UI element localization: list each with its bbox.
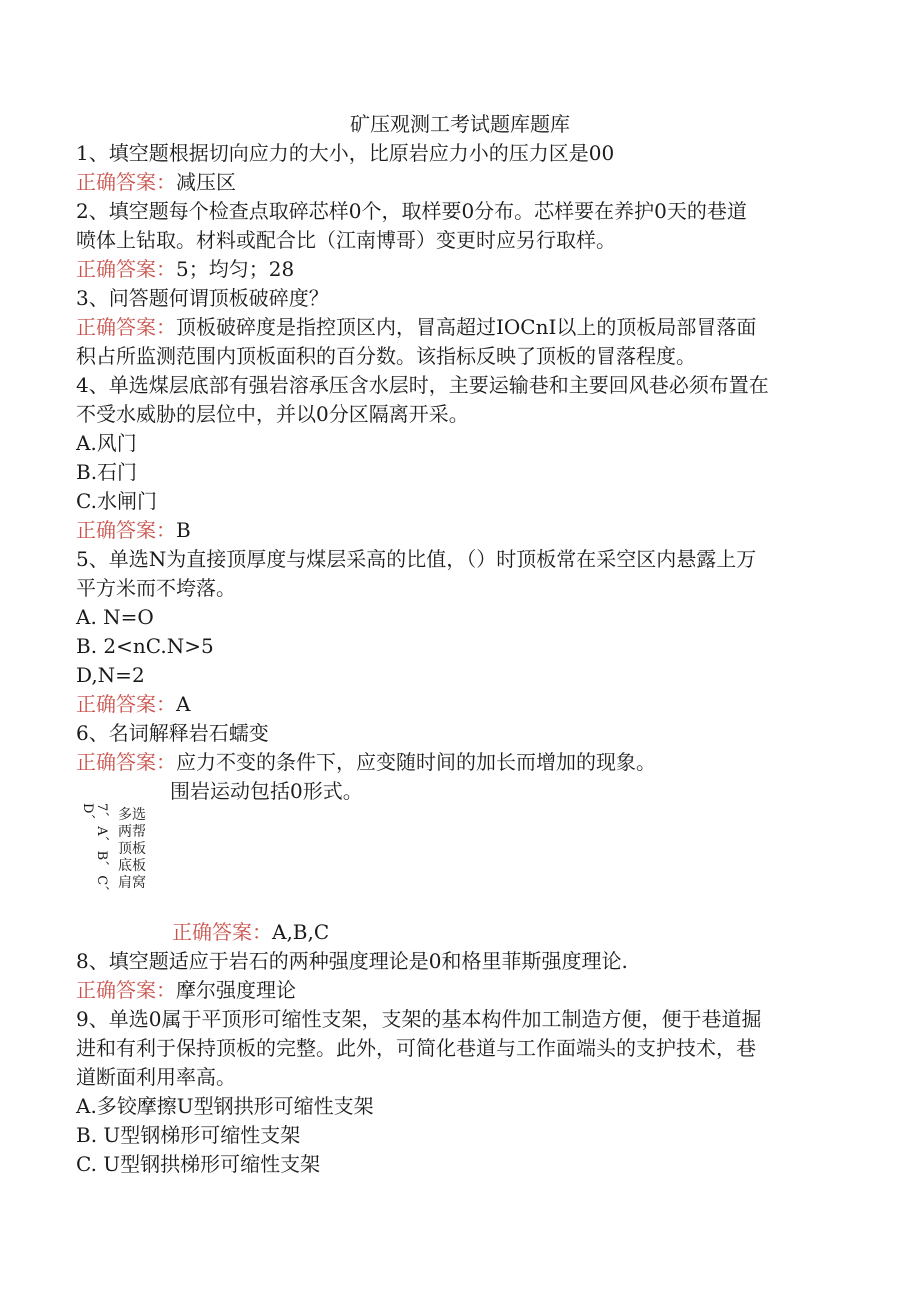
question-7-option-a: 两帮 [118,824,146,840]
answer-2 [76,255,294,283]
question-8: 8、填空题适应于岩石的两种强度理论是0和格里菲斯强度理论. [76,949,628,973]
answer-8 [76,976,296,1004]
question-9-line-2: 进和有利于保持顶板的完整。此外，可简化巷道与工作面端头的支护技术，巷 [76,1036,756,1060]
question-4-line-2: 不受水威胁的层位中，并以0分区隔离开采。 [76,402,469,426]
answer-4 [76,516,191,544]
question-4-option-c: C.水闸门 [76,489,157,513]
answer-3-line-1 [76,313,756,341]
answer-5 [76,690,190,718]
question-7-option-b: 顶板 [118,841,146,857]
answer-3-text: 顶板破碎度是指控顶区内，冒高超过IOCnI以上的顶板局部冒落面 [176,315,757,339]
question-7-option-d: 肩窝 [118,875,146,891]
question-6: 6、名词解释岩石蠕变 [76,721,269,745]
answer-7-text: A,B,C [272,920,330,944]
answer-3-line-2: 积占所监测范围内顶板面积的百分数。该指标反映了顶板的冒落程度。 [76,344,696,368]
answer-5-text: A [176,692,191,716]
question-9-line-1: 9、单选0属于平顶形可缩性支架，支架的基本构件加工制造方便，便于巷道掘 [76,1007,762,1031]
question-3: 3、问答题何谓顶板破碎度？ [76,286,329,310]
question-2-line-2: 喷体上钻取。材料或配合比（江南博哥）变更时应另行取样。 [76,228,616,252]
question-2-line-1: 2、填空题每个检查点取碎芯样0个，取样要0分布。芯样要在养护0天的巷道 [76,199,747,223]
question-5-option-a: A. N=O [76,605,154,629]
question-4-option-a: A.风门 [76,431,137,455]
answer-label: 正确答案： [76,978,176,1002]
answer-4-text: B [176,518,191,542]
question-9-option-a: A.多铰摩擦U型钢拱形可缩性支架 [76,1094,374,1118]
answer-label: 正确答案： [76,170,176,194]
question-9-option-b: B. U型钢梯形可缩性支架 [76,1123,301,1147]
answer-label: 正确答案： [76,257,176,281]
question-5-line-2: 平方米而不垮落。 [76,576,236,600]
answer-2-text: 5；均匀；28 [176,257,295,281]
question-7-option-c: 底板 [118,858,146,874]
answer-7 [172,918,329,946]
question-5-option-d: D,N=2 [76,663,145,687]
answer-1-text: 减压区 [176,170,236,194]
question-7-block [76,795,196,915]
question-1: 1、填空题根据切向应力的大小，比原岩应力小的压力区是00 [76,141,615,165]
question-4-line-1: 4、单选煤层底部有强岩溶承压含水层时，主要运输巷和主要回风巷必须布置在 [76,373,769,397]
document-title: 矿压观测工考试题库题库 [350,112,570,136]
answer-label: 正确答案： [76,518,176,542]
answer-label: 正确答案： [76,315,176,339]
question-5-line-1: 5、单选N为直接顶厚度与煤层采高的比值，（）时顶板常在采空区内悬露上万 [76,547,757,571]
answer-1 [76,168,236,196]
answer-8-text: 摩尔强度理论 [176,978,296,1002]
answer-6-text: 应力不变的条件下，应变随时间的加长而增加的现象。 [176,750,656,774]
question-7-row-type: 多选 [118,807,146,823]
answer-label: 正确答案： [172,920,272,944]
answer-6 [76,748,656,776]
question-4-option-b: B.石门 [76,460,138,484]
answer-label: 正确答案： [76,750,176,774]
question-5-option-b: B. 2<nC.N>5 [76,634,214,658]
question-7-stem: 围岩运动包括0形式。 [170,779,363,803]
question-9-option-c: C. U型钢拱梯形可缩性支架 [76,1152,321,1176]
question-7-number: 7、A、B、C、D、 [80,803,109,901]
answer-label: 正确答案： [76,692,176,716]
question-9-line-3: 道断面利用率高。 [76,1065,236,1089]
